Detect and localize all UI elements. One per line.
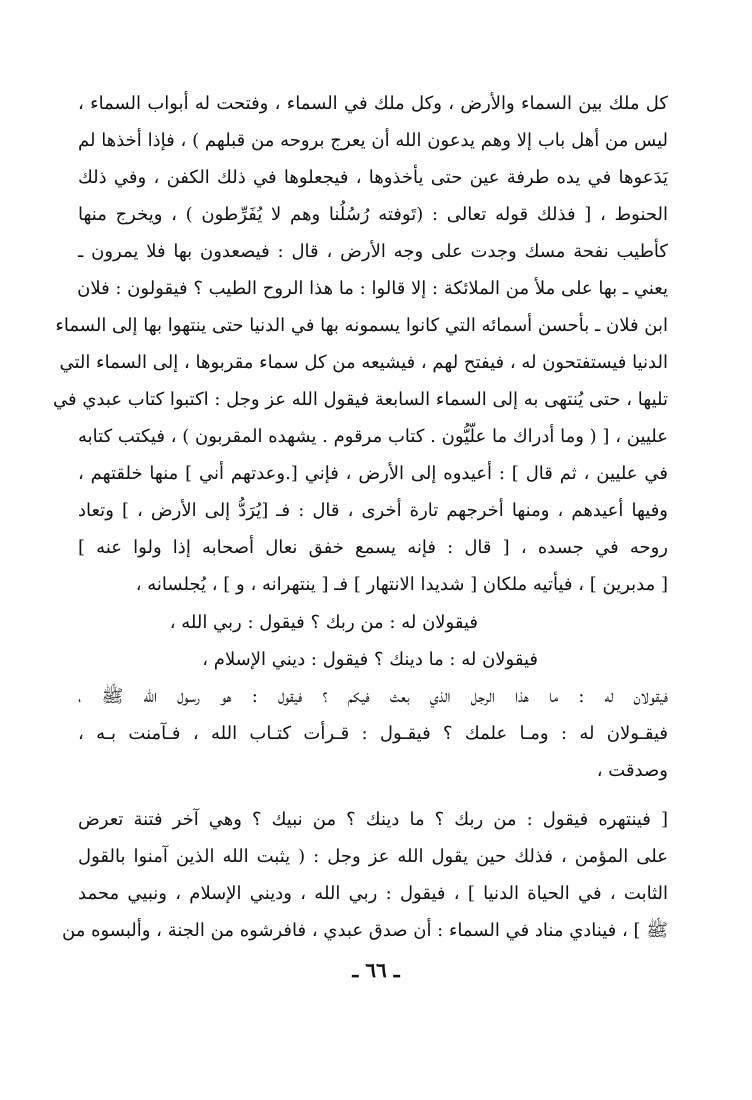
text-line: كأطيب نفحة مسك وجدت على وجه الأرض ، قال : فيصعدون بها فلا يمرون ـ xyxy=(78,241,668,262)
text-line: يَدَعوها في يده طرفة عين حتى يأخذوها ، فيجعلوها في ذلك الكفن ، وفي ذلك xyxy=(78,167,668,188)
dialogue-line: فيقولان له : من ربك ؟ فيقول : ربي الله ، xyxy=(169,612,478,633)
dialogue-line: فيقولان له : ما دينك ؟ فيقول : ديني الإسلام ، xyxy=(202,649,538,670)
dialogue-line: فيقـولان له : ومـا علمك ؟ فيقـول : قـرأت كتـاب الله ، فـآمنت بـه ، xyxy=(78,723,668,744)
text-line: ابن فلان ـ بأحسن أسمائه التي كانوا يسمونه بها في الدنيا حتى ينتهوا بها إلى السماء xyxy=(55,315,668,336)
text-line: الحنوط ، [ فذلك قوله تعالى : (تَوفته رُسُلُنا وهم لا يُفَرِّطون ) ، ويخرج منها xyxy=(78,204,668,225)
text-line: [ فينتهره فيقول : من ربك ؟ ما دينك ؟ من نبيك ؟ وهي آخر فتنة تعرض xyxy=(78,809,668,830)
text-line: [ مدبرين ] ، فيأتيه ملكان [ شديدا الانتهار ] فـ [ ينتهرانه ، و ] ، يُجلسانه ، xyxy=(135,574,668,595)
text-line: تليها ، حتى يُنتهى به إلى السماء السابعة فيقول الله عز وجل : اكتبوا كتاب عبدي في xyxy=(53,389,668,410)
text-line: وفيها أعيدهم ، ومنها أخرجهم تارة أخرى ، قال : فـ [يُرَدُّ إلى الأرض ، ] وتعاد xyxy=(78,500,668,521)
text-line: روحه في جسده ، [ قال : فإنه يسمع خفق نعال أصحابه إذا ولوا عنه ] xyxy=(78,537,668,558)
page-number: ـ ٦٦ ـ xyxy=(352,958,400,982)
text-line: يعني ـ بها على ملأ من الملائكة : إلا قالوا : ما هذا الروح الطيب ؟ فيقولون : فلان xyxy=(77,278,668,299)
dialogue-line: وصدقت ، xyxy=(596,760,668,781)
text-line: عليين ، [ ( وما أدراك ما علّيُّون . كتاب مرقوم . يشهده المقربون ) ، فيكتب كتابه xyxy=(78,426,668,447)
text-line: كل ملك بين السماء والأرض ، وكل ملك في السماء ، وفتحت له أبواب السماء ، xyxy=(78,93,668,114)
text-line: على المؤمن ، فذلك حين يقول الله عز وجل : ( يثبت الله الذين آمنوا بالقول xyxy=(78,846,668,867)
text-line: في عليين ، ثم قال ] : أعيدوه إلى الأرض ، فإني [.وعدتهم أني ] منها خلقتهم ، xyxy=(78,463,668,484)
text-line: الثابت ، في الحياة الدنيا ] ، فيقول : ربي الله ، وديني الإسلام ، ونبيي محمد xyxy=(78,883,668,904)
text-line: ﷺ ] ، فينادي مناد في السماء : أن صدق عبدي ، فافرشوه من الجنة ، وألبسوه من xyxy=(62,920,668,941)
dialogue-line: فيقولان له : ما هذا الرجل الذي بعث فيكم ؟ فيقول : هو رسول الله ﷺ ، xyxy=(78,686,668,707)
text-line: الدنيا فيستفتحون له ، فيفتح لهم ، فيشيعه من كل سماء مقربوها ، إلى السماء التي xyxy=(59,352,668,373)
text-line: ليس من أهل باب إلا وهم يدعون الله أن يعرج بروحه من قبلهم ) ، فإذا أخذها لم xyxy=(78,130,668,151)
